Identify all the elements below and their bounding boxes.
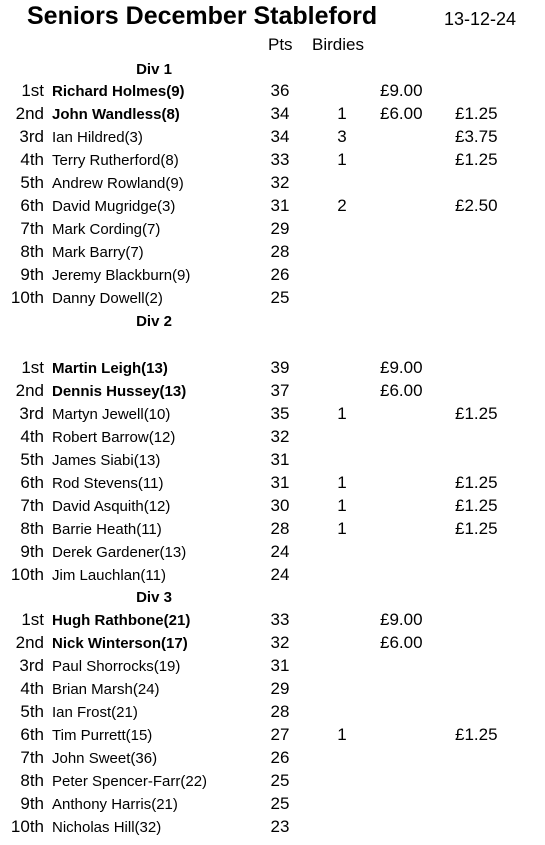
points-cell: 37 <box>270 381 290 400</box>
birdie-prize-cell: £3.75 <box>455 127 498 146</box>
points-cell: 35 <box>270 404 290 423</box>
division-heading: Div 1 <box>136 61 172 78</box>
player-name: Ian Frost(21) <box>52 704 138 721</box>
points-cell: 28 <box>270 242 290 261</box>
birdies-cell: 1 <box>337 104 347 123</box>
player-name: Richard Holmes(9) <box>52 83 185 100</box>
player-name: Nick Winterson(17) <box>52 635 188 652</box>
birdies-cell: 1 <box>337 150 347 169</box>
player-name: Nicholas Hill(32) <box>52 819 162 836</box>
player-name: Brian Marsh(24) <box>52 681 160 698</box>
points-cell: 25 <box>270 794 290 813</box>
points-cell: 31 <box>270 473 290 492</box>
position-cell: 10th <box>10 288 44 307</box>
points-cell: 36 <box>270 81 290 100</box>
player-name: Hugh Rathbone(21) <box>52 612 191 629</box>
table-row <box>0 172 545 195</box>
table-row <box>0 241 545 264</box>
player-name: Robert Barrow(12) <box>52 429 176 446</box>
position-cell: 1st <box>21 358 44 377</box>
table-row <box>0 449 545 472</box>
table-row <box>0 403 545 426</box>
points-cell: 27 <box>270 725 290 744</box>
table-row <box>0 218 545 241</box>
table-row <box>0 495 545 518</box>
table-row <box>0 287 545 310</box>
position-cell: 1st <box>21 610 44 629</box>
player-name: David Mugridge(3) <box>52 198 176 215</box>
birdie-prize-cell: £1.25 <box>455 725 498 744</box>
points-cell: 39 <box>270 358 290 377</box>
points-cell: 34 <box>270 104 290 123</box>
position-cell: 3rd <box>19 127 44 146</box>
points-cell: 31 <box>270 450 290 469</box>
table-row <box>0 793 545 816</box>
birdies-cell: 1 <box>337 519 347 538</box>
points-cell: 26 <box>270 748 290 767</box>
table-row <box>0 747 545 770</box>
division-heading: Div 2 <box>136 313 172 330</box>
points-cell: 26 <box>270 265 290 284</box>
prize-cell: £6.00 <box>380 633 423 652</box>
position-cell: 8th <box>20 519 44 538</box>
event-date: 13-12-24 <box>444 9 517 29</box>
position-cell: 6th <box>20 473 44 492</box>
points-cell: 29 <box>270 679 290 698</box>
position-cell: 7th <box>20 219 44 238</box>
player-name: Jeremy Blackburn(9) <box>52 267 191 284</box>
position-cell: 2nd <box>15 633 44 652</box>
birdies-column-header: Birdies <box>312 35 364 54</box>
points-cell: 33 <box>270 150 290 169</box>
player-name: Tim Purrett(15) <box>52 727 153 744</box>
birdie-prize-cell: £1.25 <box>455 496 498 515</box>
position-cell: 2nd <box>15 104 44 123</box>
points-cell: 34 <box>270 127 290 146</box>
player-name: Terry Rutherford(8) <box>52 152 179 169</box>
player-name: Jim Lauchlan(11) <box>52 567 166 584</box>
points-cell: 24 <box>270 565 290 584</box>
points-cell: 28 <box>270 702 290 721</box>
player-name: Paul Shorrocks(19) <box>52 658 181 675</box>
position-cell: 4th <box>20 150 44 169</box>
page-title: Seniors December Stableford <box>27 2 378 30</box>
position-cell: 9th <box>20 794 44 813</box>
table-row <box>0 380 545 403</box>
player-name: Anthony Harris(21) <box>52 796 178 813</box>
table-row <box>0 678 545 701</box>
table-row <box>0 80 545 103</box>
player-name: John Wandless(8) <box>52 106 180 123</box>
points-cell: 25 <box>270 288 290 307</box>
birdies-cell: 2 <box>337 196 347 215</box>
points-cell: 32 <box>270 173 290 192</box>
position-cell: 8th <box>20 771 44 790</box>
table-row <box>0 632 545 655</box>
birdie-prize-cell: £1.25 <box>455 473 498 492</box>
birdies-cell: 1 <box>337 496 347 515</box>
table-row <box>0 472 545 495</box>
points-cell: 31 <box>270 656 290 675</box>
table-row <box>0 103 545 126</box>
player-name: Barrie Heath(11) <box>52 521 162 538</box>
player-name: Derek Gardener(13) <box>52 544 187 561</box>
table-row <box>0 126 545 149</box>
points-cell: 29 <box>270 219 290 238</box>
player-name: Dennis Hussey(13) <box>52 383 187 400</box>
position-cell: 4th <box>20 679 44 698</box>
table-row <box>0 564 545 587</box>
player-name: David Asquith(12) <box>52 498 171 515</box>
prize-cell: £6.00 <box>380 104 423 123</box>
table-row <box>0 149 545 172</box>
prize-cell: £9.00 <box>380 358 423 377</box>
position-cell: 5th <box>20 173 44 192</box>
position-cell: 6th <box>20 725 44 744</box>
player-name: Mark Barry(7) <box>52 244 144 261</box>
position-cell: 9th <box>20 542 44 561</box>
table-row <box>0 195 545 218</box>
table-row <box>0 701 545 724</box>
table-row <box>0 264 545 287</box>
player-name: Andrew Rowland(9) <box>52 175 184 192</box>
points-cell: 24 <box>270 542 290 561</box>
birdie-prize-cell: £1.25 <box>455 150 498 169</box>
points-column-header: Pts <box>268 35 293 54</box>
position-cell: 5th <box>20 702 44 721</box>
position-cell: 2nd <box>15 381 44 400</box>
birdie-prize-cell: £1.25 <box>455 404 498 423</box>
position-cell: 7th <box>20 496 44 515</box>
birdie-prize-cell: £1.25 <box>455 104 498 123</box>
player-name: Ian Hildred(3) <box>52 129 143 146</box>
prize-cell: £9.00 <box>380 81 423 100</box>
division-heading: Div 3 <box>136 589 172 606</box>
position-cell: 3rd <box>19 404 44 423</box>
table-row <box>0 518 545 541</box>
birdies-cell: 3 <box>337 127 347 146</box>
player-name: Peter Spencer-Farr(22) <box>52 773 208 790</box>
player-name: Martin Leigh(13) <box>52 360 168 377</box>
position-cell: 3rd <box>19 656 44 675</box>
prize-cell: £6.00 <box>380 381 423 400</box>
table-row <box>0 541 545 564</box>
position-cell: 9th <box>20 265 44 284</box>
points-cell: 32 <box>270 633 290 652</box>
position-cell: 4th <box>20 427 44 446</box>
points-cell: 32 <box>270 427 290 446</box>
position-cell: 5th <box>20 450 44 469</box>
prize-cell: £9.00 <box>380 610 423 629</box>
birdies-cell: 1 <box>337 725 347 744</box>
player-name: Martyn Jewell(10) <box>52 406 171 423</box>
table-row <box>0 426 545 449</box>
position-cell: 8th <box>20 242 44 261</box>
table-row <box>0 609 545 632</box>
points-cell: 33 <box>270 610 290 629</box>
player-name: John Sweet(36) <box>52 750 158 767</box>
birdies-cell: 1 <box>337 404 347 423</box>
table-row <box>0 816 545 839</box>
position-cell: 10th <box>10 565 44 584</box>
points-cell: 28 <box>270 519 290 538</box>
position-cell: 1st <box>21 81 44 100</box>
player-name: James Siabi(13) <box>52 452 161 469</box>
table-row <box>0 655 545 678</box>
table-row <box>0 357 545 380</box>
table-row <box>0 724 545 747</box>
position-cell: 10th <box>10 817 44 836</box>
position-cell: 6th <box>20 196 44 215</box>
birdie-prize-cell: £1.25 <box>455 519 498 538</box>
points-cell: 25 <box>270 771 290 790</box>
birdie-prize-cell: £2.50 <box>455 196 498 215</box>
player-name: Rod Stevens(11) <box>52 475 164 492</box>
points-cell: 23 <box>270 817 290 836</box>
points-cell: 31 <box>270 196 290 215</box>
position-cell: 7th <box>20 748 44 767</box>
player-name: Danny Dowell(2) <box>52 290 163 307</box>
points-cell: 30 <box>270 496 290 515</box>
table-row <box>0 770 545 793</box>
birdies-cell: 1 <box>337 473 347 492</box>
player-name: Mark Cording(7) <box>52 221 161 238</box>
